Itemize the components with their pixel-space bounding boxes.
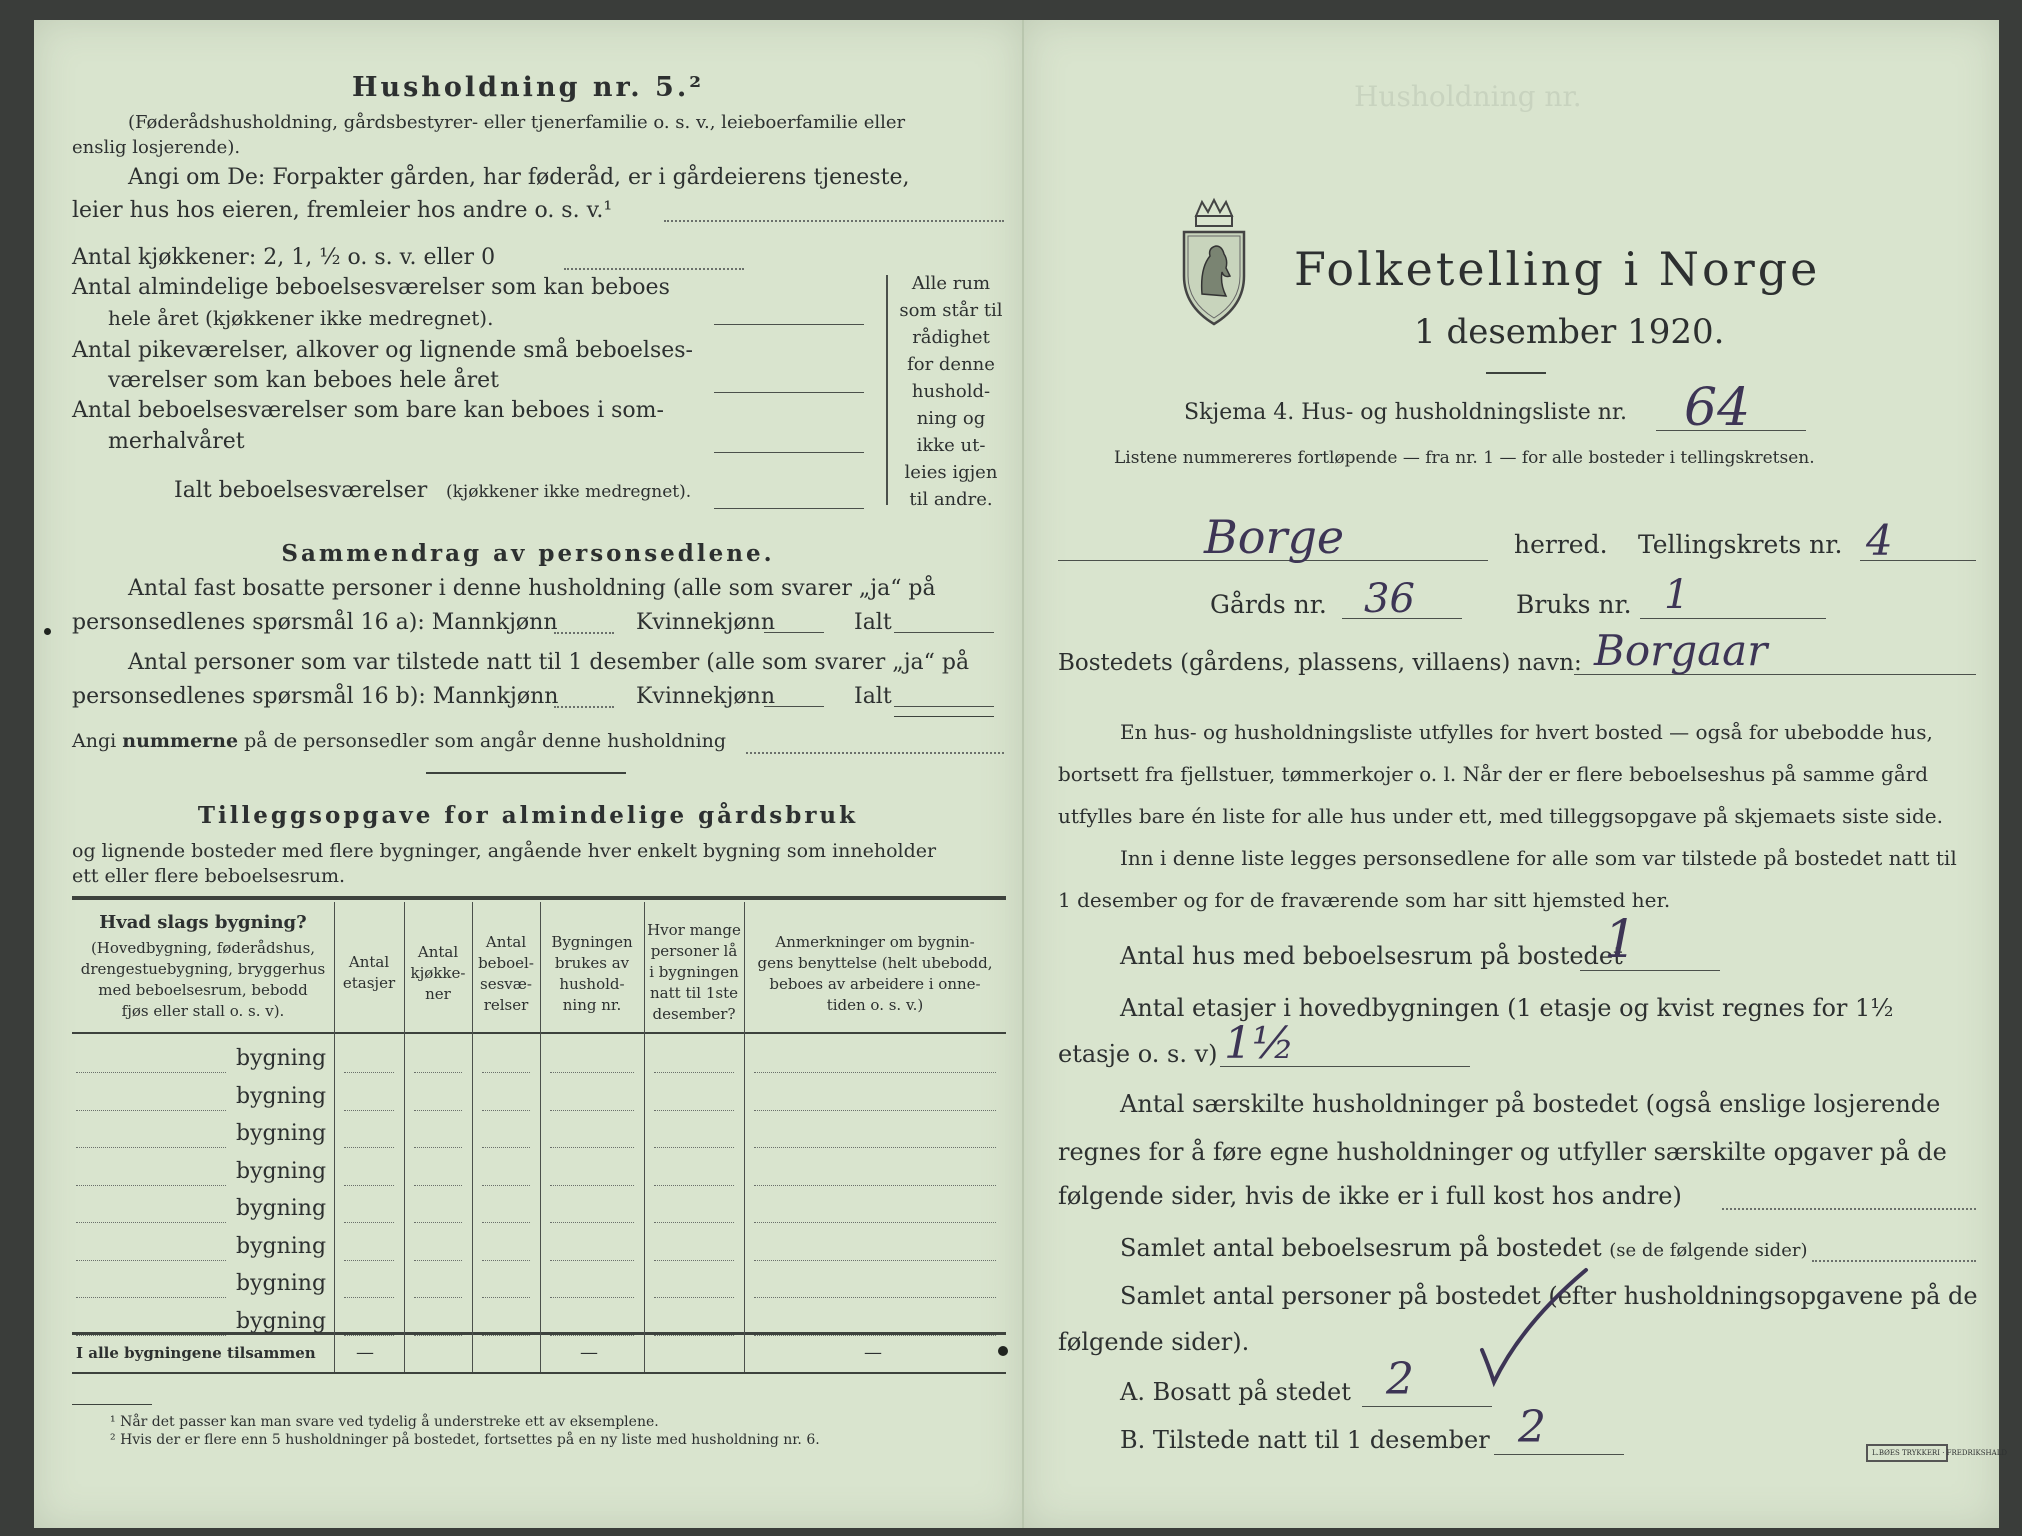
building-type-answer[interactable] bbox=[76, 1335, 226, 1336]
side-note-line: for denne bbox=[907, 354, 995, 375]
building-type-answer[interactable] bbox=[76, 1110, 226, 1111]
col1-subtitle-line: (Hovedbygning, føderådshus, bbox=[90, 939, 316, 957]
floors-line-2: etasje o. s. v) bbox=[1058, 1040, 1218, 1068]
present-line-2: personsedlenes spørsmål 16 b): Mannkjønn bbox=[72, 684, 559, 709]
ordinary-rooms-answer[interactable] bbox=[714, 324, 864, 325]
building-cell-answer[interactable] bbox=[654, 1335, 734, 1336]
building-cell-answer[interactable] bbox=[654, 1297, 734, 1298]
building-cell-answer[interactable] bbox=[754, 1110, 996, 1111]
small-rooms-label-2: værelser som kan beboes hele året bbox=[108, 368, 499, 393]
building-cell-answer[interactable] bbox=[344, 1222, 394, 1223]
households-line-2: regnes for å føre egne husholdninger og utfyller særskilte opgaver på de bbox=[1058, 1138, 1947, 1166]
footnote-1: ¹ Når det passer kan man svare ved tydelig å understreke ett av eksemplene. bbox=[110, 1414, 659, 1430]
col4-header-line: sesvæ- bbox=[480, 975, 532, 993]
col4-header-line: relser bbox=[483, 996, 529, 1014]
resident-line bbox=[1362, 1406, 1492, 1407]
herred-value[interactable]: Borge bbox=[1204, 510, 1345, 564]
col7-header-line: gens benyttelse (helt ubebodd, bbox=[757, 954, 993, 972]
building-cell-answer[interactable] bbox=[550, 1297, 634, 1298]
floors-line-1: Antal etasjer i hovedbygningen (1 etasje og kvist regnes for 1½ bbox=[1120, 994, 1894, 1022]
col5-header-line: brukes av bbox=[554, 954, 630, 972]
col5-header bbox=[542, 932, 642, 1016]
supplement-title: Tilleggsopgave for almindelige gårdsbruk bbox=[197, 802, 859, 829]
houses-label: Antal hus med beboelsesrum på bostedet bbox=[1120, 942, 1623, 970]
present-female-label: Kvinnekjønn bbox=[636, 684, 775, 709]
herred-label: herred. bbox=[1514, 530, 1608, 559]
total-row-remarks: — bbox=[864, 1342, 882, 1363]
households-answer[interactable] bbox=[1722, 1208, 1976, 1210]
table-bottom-rule bbox=[72, 1372, 1006, 1374]
building-row-label: bygning bbox=[236, 1121, 327, 1146]
col6-header-line: desember? bbox=[652, 1005, 736, 1023]
persons-line-2: følgende sider). bbox=[1058, 1328, 1250, 1356]
instruction-1: En hus- og husholdningsliste utfylles for hvert bosted — også for ubebodde hus, bbox=[1120, 720, 1933, 744]
instruction-5: 1 desember og for de fraværende som har sitt hjemsted her. bbox=[1058, 888, 1671, 912]
kitchens-label: Antal kjøkkener: 2, 1, ½ o. s. v. eller 0 bbox=[72, 245, 496, 270]
building-type-answer[interactable] bbox=[76, 1297, 226, 1298]
building-cell-answer[interactable] bbox=[754, 1222, 996, 1223]
place-value[interactable]: Borgaar bbox=[1594, 626, 1768, 675]
total-row-household: — bbox=[580, 1342, 598, 1363]
building-cell-answer[interactable] bbox=[482, 1185, 530, 1186]
col1-title: Hvad slags bygning? bbox=[99, 912, 307, 933]
building-row-label: bygning bbox=[236, 1083, 327, 1109]
building-cell-answer[interactable] bbox=[550, 1222, 634, 1223]
numbers-answer[interactable] bbox=[746, 752, 1004, 754]
district-label: Tellingskrets nr. bbox=[1638, 530, 1843, 559]
building-cell-answer[interactable] bbox=[550, 1335, 634, 1336]
col1-subtitle-line: med beboelsesrum, bebodd bbox=[98, 981, 308, 999]
building-row-label: bygning bbox=[236, 1196, 327, 1221]
col7-header bbox=[746, 932, 1004, 1016]
building-cell-answer[interactable] bbox=[414, 1072, 462, 1073]
numbers-line: Angi nummerne på de personsedler som angår denne husholdning bbox=[72, 730, 727, 752]
building-cell-answer[interactable] bbox=[754, 1335, 996, 1336]
side-note-line: hushold- bbox=[911, 381, 991, 402]
bruks-line bbox=[1640, 618, 1826, 619]
col5-header-line: Bygningen bbox=[551, 933, 633, 951]
gards-value[interactable]: 36 bbox=[1364, 576, 1415, 622]
right-page bbox=[1022, 20, 2007, 1528]
building-type-answer[interactable] bbox=[76, 1222, 226, 1223]
resident-line-2: personsedlenes spørsmål 16 a): Mannkjønn bbox=[72, 610, 558, 635]
angi-line-1: Angi om De: Forpakter gården, har føderåd, er i gårdeierens tjeneste, bbox=[128, 165, 910, 190]
col4-header-line: beboel- bbox=[478, 954, 534, 972]
total-rooms-note: (kjøkkener ikke medregnet). bbox=[446, 482, 692, 502]
col4-header-line: Antal bbox=[485, 933, 527, 951]
small-rooms-answer[interactable] bbox=[714, 392, 864, 393]
instruction-3: utfylles bare én liste for alle hus under ett, med tilleggsopgave på skjemaets siste side. bbox=[1058, 804, 1943, 828]
household-note-2: enslig losjerende). bbox=[72, 137, 241, 158]
building-cell-answer[interactable] bbox=[654, 1222, 734, 1223]
col7-header-line: tiden o. s. v.) bbox=[826, 996, 924, 1014]
rooms-total-label: Samlet antal beboelsesrum på bostedet (se de følgende sider) bbox=[1120, 1234, 1808, 1262]
table-col-line-2 bbox=[404, 902, 405, 1372]
col6-header-line: Hvor mange bbox=[647, 921, 741, 939]
col7-header-line: beboes av arbeidere i onne- bbox=[769, 975, 981, 993]
building-cell-answer[interactable] bbox=[482, 1110, 530, 1111]
supplement-intro-1: og lignende bosteder med flere bygninger, angående hver enkelt bygning som inneholder bbox=[72, 840, 937, 862]
building-cell-answer[interactable] bbox=[344, 1110, 394, 1111]
coat-of-arms-icon bbox=[1174, 198, 1254, 328]
building-type-answer[interactable] bbox=[76, 1072, 226, 1073]
col2-header bbox=[336, 952, 402, 994]
col3-header bbox=[406, 942, 470, 1005]
col6-header-line: i bygningen bbox=[649, 963, 739, 981]
col1-subtitle-line: fjøs eller stall o. s. v). bbox=[121, 1002, 285, 1020]
ordinary-rooms-label-1: Antal almindelige beboelsesværelser som kan beboes bbox=[72, 275, 670, 300]
table-header-rule bbox=[72, 1032, 1006, 1034]
list-no-value[interactable]: 64 bbox=[1684, 378, 1751, 438]
building-row-label: bygning bbox=[236, 1046, 327, 1071]
households-line-1: Antal særskilte husholdninger på bostedet (også enslige losjerende bbox=[1120, 1090, 1941, 1118]
side-note-line: rådighet bbox=[912, 327, 990, 348]
side-note-line: ning og bbox=[916, 408, 986, 429]
houses-value[interactable]: 1 bbox=[1604, 910, 1638, 970]
col5-header-line: hushold- bbox=[559, 975, 625, 993]
present-male-answer[interactable] bbox=[554, 706, 614, 708]
ink-dot bbox=[998, 1346, 1008, 1356]
building-cell-answer[interactable] bbox=[654, 1110, 734, 1111]
ordinary-rooms-label-2: hele året (kjøkkener ikke medregnet). bbox=[108, 306, 494, 330]
side-note bbox=[896, 270, 1006, 513]
households-line-3: følgende sider, hvis de ikke er i full kost hos andre) bbox=[1058, 1182, 1682, 1210]
title-divider bbox=[1486, 372, 1546, 374]
building-row-label: bygning bbox=[236, 1308, 327, 1334]
footnote-rule bbox=[72, 1404, 152, 1405]
building-cell-answer[interactable] bbox=[482, 1222, 530, 1223]
instruction-4: Inn i denne liste legges personsedlene for alle som var tilstede på bostedet natt til bbox=[1120, 846, 1957, 870]
building-cell-answer[interactable] bbox=[754, 1072, 996, 1073]
total-rooms-answer[interactable] bbox=[714, 508, 864, 509]
present-line-1: Antal personer som var tilstede natt til 1 desember (alle som svarer „ja“ på bbox=[128, 650, 970, 675]
building-cell-answer[interactable] bbox=[550, 1260, 634, 1261]
building-cell-answer[interactable] bbox=[482, 1072, 530, 1073]
resident-female-label: Kvinnekjønn bbox=[636, 610, 775, 635]
side-note-line: ikke ut- bbox=[916, 435, 986, 456]
persons-line-1: Samlet antal personer på bostedet (efter husholdningsopgavene på de bbox=[1120, 1282, 1978, 1310]
resident-total-label: Ialt bbox=[854, 610, 892, 635]
angi-line-2: leier hus hos eieren, fremleier hos andre o. s. v.¹ bbox=[72, 198, 613, 223]
building-cell-answer[interactable] bbox=[654, 1260, 734, 1261]
building-type-answer[interactable] bbox=[76, 1260, 226, 1261]
instruction-2: bortsett fra fjellstuer, tømmerkojer o. l. Når der er flere beboelseshus på samme gård bbox=[1058, 762, 1929, 786]
summary-title: Sammendrag av personsedlene. bbox=[281, 540, 775, 567]
angi-answer-line[interactable] bbox=[664, 220, 1004, 222]
summer-rooms-answer[interactable] bbox=[714, 452, 864, 453]
present-label: B. Tilstede natt til 1 desember bbox=[1120, 1426, 1490, 1454]
building-cell-answer[interactable] bbox=[344, 1297, 394, 1298]
bruks-label: Bruks nr. bbox=[1516, 590, 1632, 619]
summer-rooms-label-2: merhalvåret bbox=[108, 429, 245, 454]
table-top-rule bbox=[72, 896, 1006, 900]
building-cell-answer[interactable] bbox=[344, 1185, 394, 1186]
col2-header-line: Antal bbox=[348, 953, 390, 971]
col3-header-line: Antal bbox=[417, 943, 459, 961]
building-cell-answer[interactable] bbox=[550, 1072, 634, 1073]
building-cell-answer[interactable] bbox=[344, 1072, 394, 1073]
present-line bbox=[1494, 1454, 1624, 1455]
building-cell-answer[interactable] bbox=[754, 1185, 996, 1186]
building-cell-answer[interactable] bbox=[654, 1147, 734, 1148]
gards-label: Gårds nr. bbox=[1210, 590, 1327, 619]
building-cell-answer[interactable] bbox=[754, 1297, 996, 1298]
small-rooms-label-1: Antal pikeværelser, alkover og lignende små beboelses- bbox=[72, 338, 693, 363]
left-page bbox=[34, 20, 1022, 1528]
table-col-line-6 bbox=[744, 902, 745, 1372]
census-title: Folketelling i Norge bbox=[1294, 242, 1821, 296]
building-cell-answer[interactable] bbox=[482, 1335, 530, 1336]
building-cell-answer[interactable] bbox=[344, 1335, 394, 1336]
printer-stamp: L.BØES TRYKKERI · FREDRIKSHALD bbox=[1866, 1444, 1948, 1462]
building-cell-answer[interactable] bbox=[414, 1297, 462, 1298]
building-row-label: bygning bbox=[236, 1158, 327, 1184]
side-note-line: Alle rum bbox=[911, 273, 991, 294]
resident-line-1: Antal fast bosatte personer i denne husholdning (alle som svarer „ja“ på bbox=[128, 576, 936, 601]
resident-value[interactable]: 2 bbox=[1386, 1354, 1414, 1405]
col3-header-line: kjøkke- bbox=[410, 964, 466, 982]
building-cell-answer[interactable] bbox=[482, 1297, 530, 1298]
district-value[interactable]: 4 bbox=[1866, 516, 1893, 565]
building-row-label: bygning bbox=[236, 1233, 327, 1259]
building-cell-answer[interactable] bbox=[414, 1222, 462, 1223]
col1-subtitle bbox=[74, 938, 332, 1022]
schema-label: Skjema 4. Hus- og husholdningsliste nr. bbox=[1184, 400, 1627, 425]
rooms-total-answer[interactable] bbox=[1812, 1260, 1976, 1262]
ink-dot-left bbox=[44, 628, 51, 635]
col6-header-line: natt til 1ste bbox=[650, 984, 738, 1002]
place-label: Bostedets (gårdens, plassens, villaens) navn: bbox=[1058, 650, 1582, 676]
bleed-through-text: Husholdning nr. bbox=[1354, 80, 1582, 113]
building-type-answer[interactable] bbox=[76, 1147, 226, 1148]
col4-header bbox=[474, 932, 538, 1016]
building-type-answer[interactable] bbox=[76, 1185, 226, 1186]
resident-female-answer[interactable] bbox=[764, 632, 824, 633]
col2-header-line: etasjer bbox=[342, 974, 396, 992]
building-cell-answer[interactable] bbox=[344, 1147, 394, 1148]
household-title: Husholdning nr. 5.² bbox=[351, 72, 705, 103]
building-cell-answer[interactable] bbox=[414, 1110, 462, 1111]
building-cell-answer[interactable] bbox=[654, 1072, 734, 1073]
building-cell-answer[interactable] bbox=[414, 1185, 462, 1186]
col6-header bbox=[646, 920, 742, 1025]
census-date: 1 desember 1920. bbox=[1414, 312, 1725, 352]
table-col-line-5 bbox=[644, 902, 645, 1372]
building-cell-answer[interactable] bbox=[414, 1335, 462, 1336]
building-row-label: bygning bbox=[236, 1271, 327, 1296]
building-cell-answer[interactable] bbox=[482, 1260, 530, 1261]
side-note-line: til andre. bbox=[909, 489, 993, 510]
houses-line bbox=[1580, 970, 1720, 971]
building-cell-answer[interactable] bbox=[414, 1260, 462, 1261]
household-note-1: (Føderådshusholdning, gårdsbestyrer- eller tjenerfamilie o. s. v., leieboerfamilie eller bbox=[128, 112, 906, 133]
building-cell-answer[interactable] bbox=[550, 1185, 634, 1186]
section-divider bbox=[426, 772, 626, 774]
building-cell-answer[interactable] bbox=[482, 1147, 530, 1148]
total-row-floors: — bbox=[356, 1342, 374, 1363]
col1-subtitle-line: drengestuebygning, bryggerhus bbox=[80, 960, 326, 978]
side-note-line: leies igjen bbox=[904, 462, 998, 483]
col7-header-line: Anmerkninger om bygnin- bbox=[775, 933, 975, 951]
numbering-note: Listene nummereres fortløpende — fra nr. 1 — for alle bosteder i tellingskretsen. bbox=[1114, 448, 1815, 468]
present-female-answer[interactable] bbox=[764, 706, 824, 707]
supplement-intro-2: ett eller flere beboelsesrum. bbox=[72, 865, 346, 887]
building-cell-answer[interactable] bbox=[654, 1185, 734, 1186]
building-cell-answer[interactable] bbox=[550, 1110, 634, 1111]
resident-total-answer[interactable] bbox=[894, 632, 994, 633]
table-col-line-1 bbox=[334, 902, 335, 1372]
table-col-line-4 bbox=[540, 902, 541, 1372]
side-note-line: som står til bbox=[899, 300, 1003, 321]
kitchens-answer[interactable] bbox=[564, 268, 744, 270]
floors-value[interactable]: 1½ bbox=[1224, 1018, 1295, 1069]
table-col-line-3 bbox=[472, 902, 473, 1372]
footnote-2: ² Hvis der er flere enn 5 husholdninger på bostedet, fortsettes på en ny liste med husholdning nr. 6. bbox=[110, 1432, 820, 1448]
building-cell-answer[interactable] bbox=[414, 1147, 462, 1148]
present-total-answer[interactable] bbox=[894, 706, 994, 707]
resident-label: A. Bosatt på stedet bbox=[1120, 1378, 1351, 1406]
present-total-underline bbox=[894, 716, 994, 717]
total-row-label: I alle bygningene tilsammen bbox=[76, 1344, 316, 1362]
checkmark-icon bbox=[1474, 1264, 1594, 1394]
building-cell-answer[interactable] bbox=[344, 1260, 394, 1261]
present-total-label: Ialt bbox=[854, 684, 892, 709]
building-cell-answer[interactable] bbox=[550, 1147, 634, 1148]
bruks-value[interactable]: 1 bbox=[1664, 572, 1690, 618]
resident-male-answer[interactable] bbox=[554, 632, 614, 634]
present-value[interactable]: 2 bbox=[1518, 1402, 1546, 1453]
building-cell-answer[interactable] bbox=[754, 1147, 996, 1148]
col6-header-line: personer lå bbox=[650, 942, 738, 960]
side-note-bracket bbox=[886, 275, 888, 505]
col3-header-line: ner bbox=[425, 985, 451, 1003]
col5-header-line: ning nr. bbox=[562, 996, 622, 1014]
total-rooms-label: Ialt beboelsesværelser bbox=[174, 478, 428, 503]
building-cell-answer[interactable] bbox=[754, 1260, 996, 1261]
summer-rooms-label-1: Antal beboelsesværelser som bare kan beboes i som- bbox=[72, 398, 664, 423]
